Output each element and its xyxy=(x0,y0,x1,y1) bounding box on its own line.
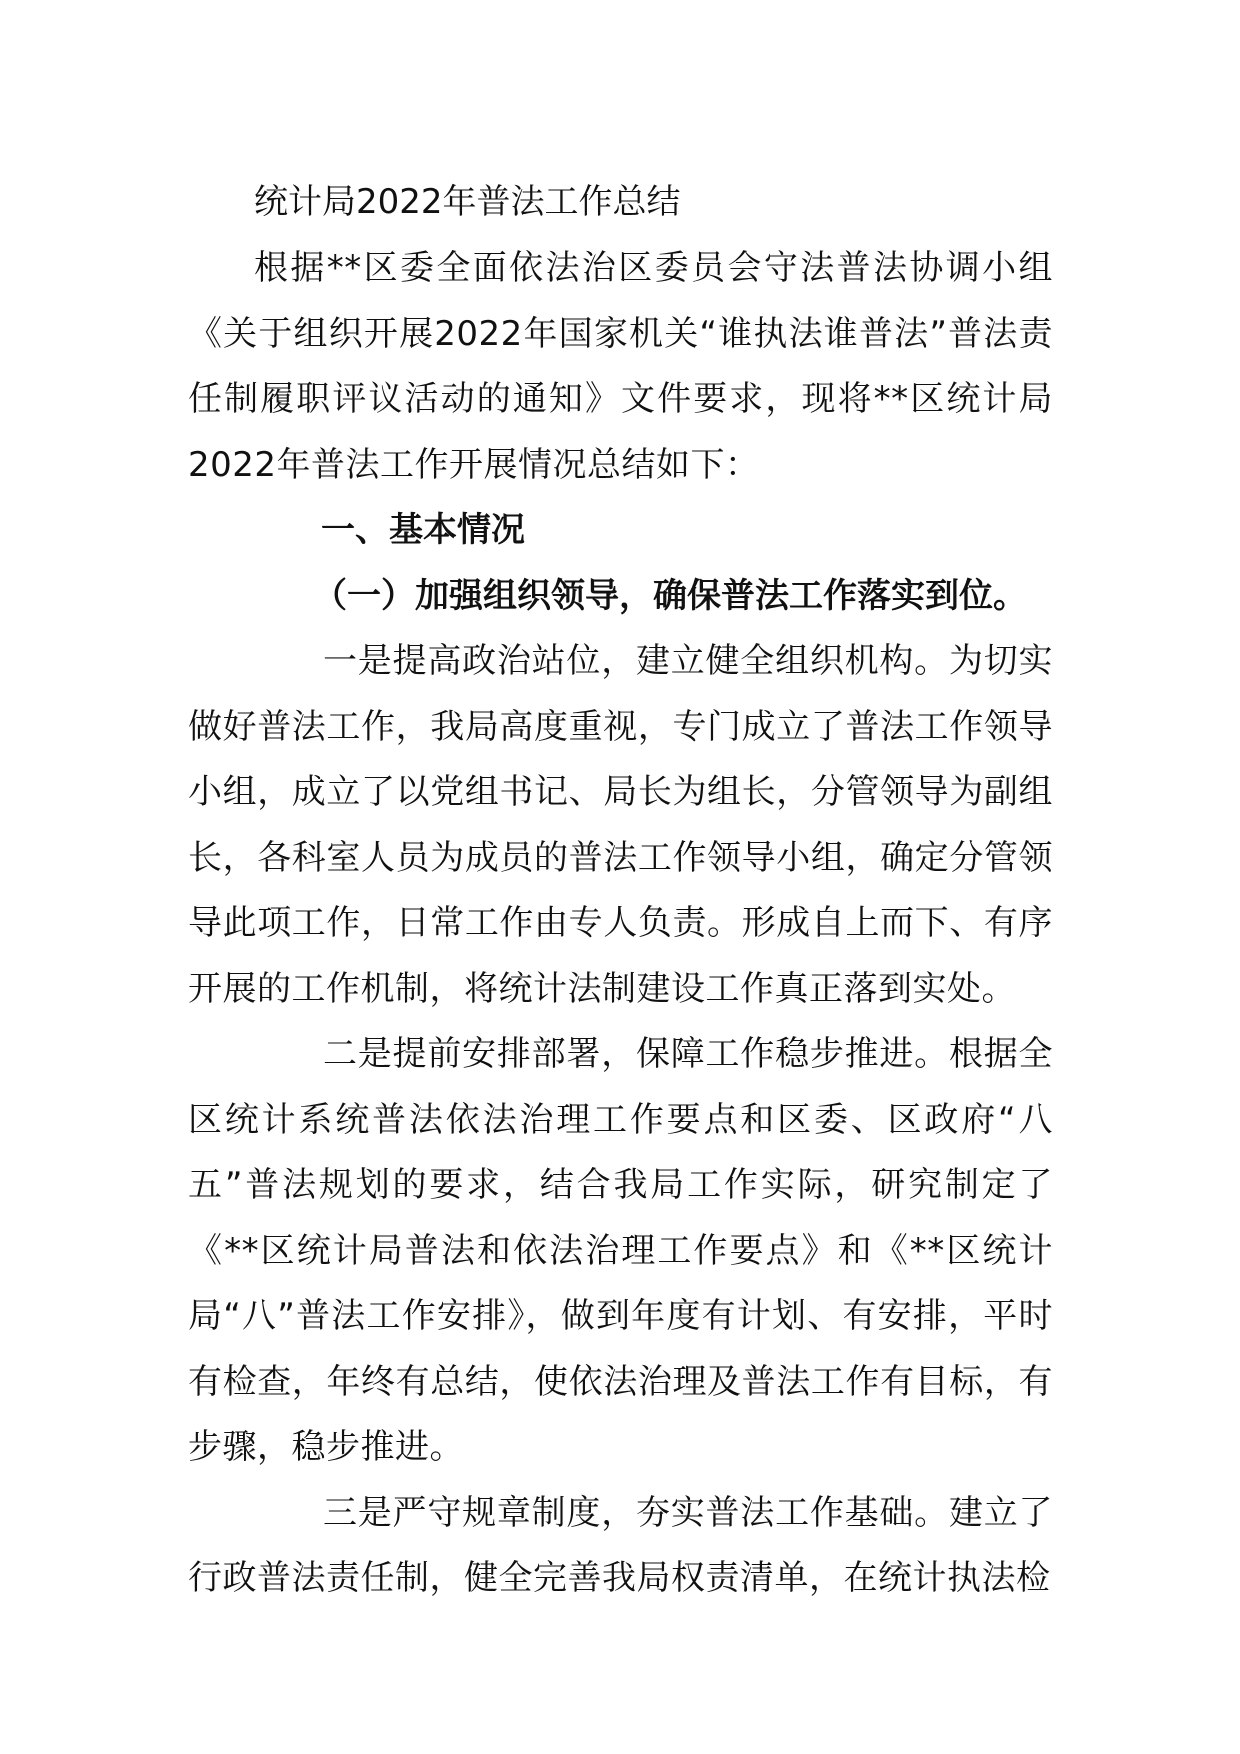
paragraph-point-two: 二是提前安排部署，保障工作稳步推进。根据全区统计系统普法依法治理工作要点和区委、区政府“八五”普法规划的要求，结合我局工作实际，研究制定了《**区统计局普法和依法治理工作要点》和《**区统计局“八”普法工作安排》，做到年度有计划、有安排，平时有检查，年终有总结，使依法治理及普法工作有目标，有步骤，稳步推进。 xyxy=(188,1034,1053,1467)
paragraph-point-one: 一是提高政治站位，建立健全组织机构。为切实做好普法工作，我局高度重视，专门成立了普法工作领导小组，成立了以党组书记、局长为组长，分管领导为副组长，各科室人员为成员的普法工作领导小组，确定分管领导此项工作，日常工作由专人负责。形成自上而下、有序开展的工作机制，将统计法制建设工作真正落到实处。 xyxy=(188,641,1053,1009)
document-title: 统计局2022年普法工作总结 xyxy=(254,182,681,222)
document-body xyxy=(188,168,1053,1612)
paragraph-point-three: 三是严守规章制度，夯实普法工作基础。建立了行政普法责任制，健全完善我局权责清单，在统计执法检 xyxy=(188,1492,1053,1598)
intro-paragraph: 根据**区委全面依法治区委员会守法普法协调小组《关于组织开展2022年国家机关“谁执法谁普法”普法责任制履职评议活动的通知》文件要求，现将**区统计局2022年普法工作开展情况总结如下： xyxy=(188,248,1053,485)
section-heading-basic-situation: 一、基本情况 xyxy=(321,510,525,550)
subsection-heading-organization: （一）加强组织领导，确保普法工作落实到位。 xyxy=(313,575,1027,616)
